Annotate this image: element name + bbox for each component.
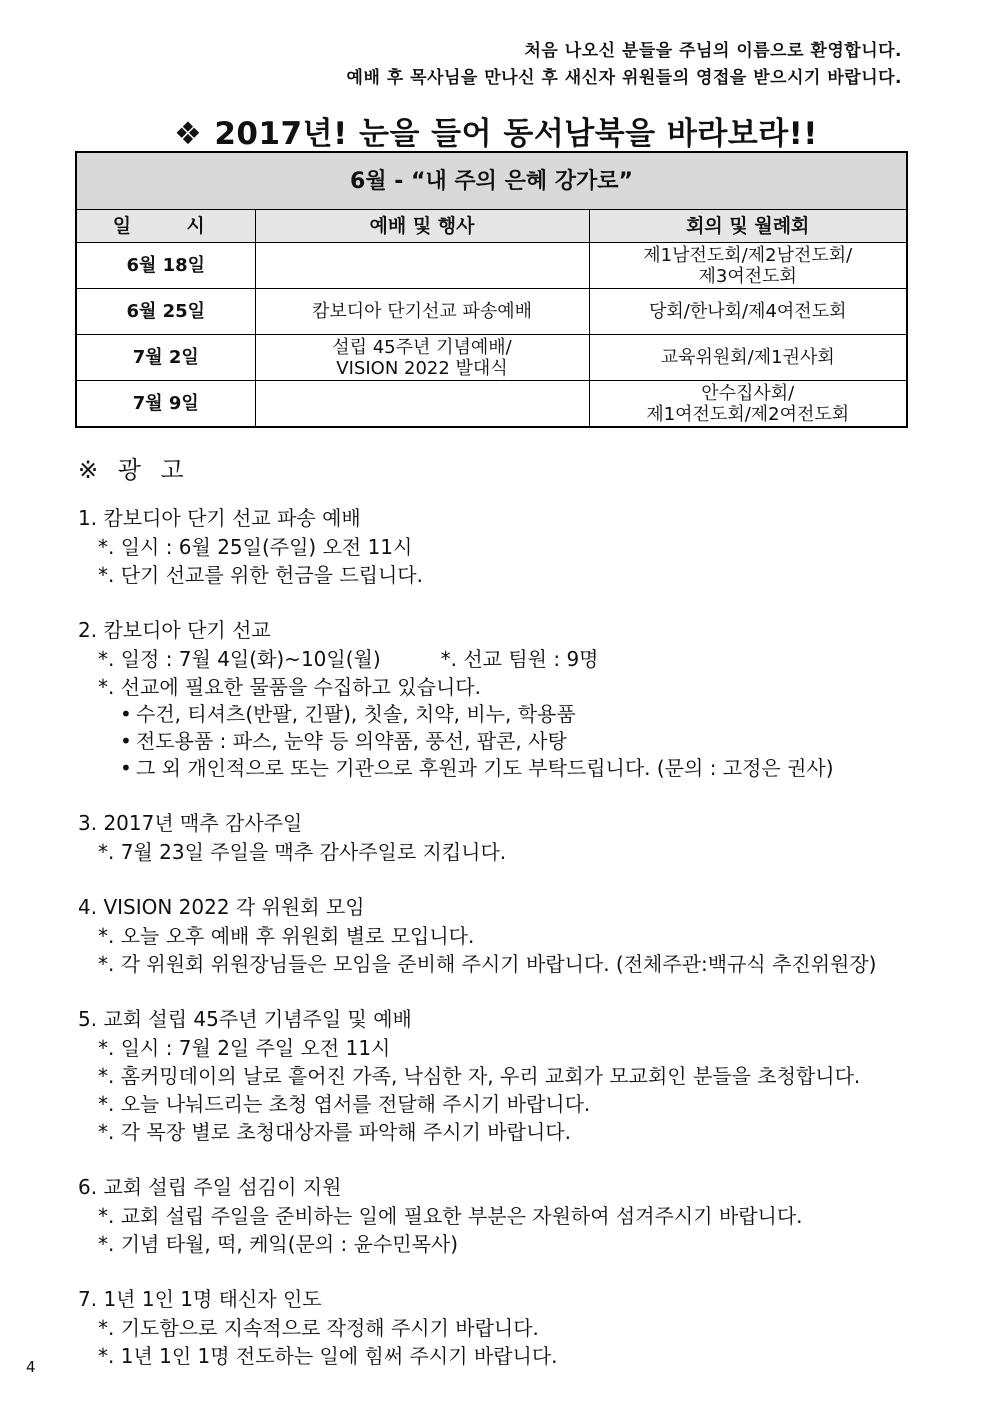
row-event	[255, 381, 589, 428]
announcement-line: *. 각 위원회 위원장님들은 모임을 준비해 주시기 바랍니다. (전체주관:백규식 추진위원장)	[98, 952, 877, 976]
announcements-list	[78, 504, 958, 1397]
page-title-text: 2017년! 눈을 들어 동서남북을 바라보라!!	[214, 116, 818, 152]
row-meeting: 제1남전도회/제2남전도회/ 제3여전도회	[589, 243, 907, 289]
row-meeting: 당회/한나회/제4여전도회	[589, 289, 907, 335]
announcement-title: 5. 교회 설립 45주년 기념주일 및 예배	[78, 1007, 412, 1031]
announcement-title: 7. 1년 1인 1명 태신자 인도	[78, 1287, 322, 1311]
supply-item: • 그 외 개인적으로 또는 기관으로 후원과 기도 부탁드립니다. (문의 : 고정은 권사)	[78, 755, 958, 782]
row-event	[255, 243, 589, 289]
table-row	[76, 289, 907, 335]
page-number: 4	[26, 1358, 36, 1376]
announcement-line	[78, 645, 958, 673]
welcome-line-1: 처음 나오신 분들을 주님의 이름으로 환영합니다.	[524, 41, 902, 61]
announcement-line: *. 7월 23일 주일을 맥추 감사주일로 지킵니다.	[98, 840, 507, 864]
announcement-line: *. 각 목장 별로 초청대상자를 파악해 주시기 바랍니다.	[98, 1120, 571, 1144]
mission-schedule: *. 일정 : 7월 4일(화)~10일(월)	[98, 647, 381, 671]
announcement-line: *. 일시 : 7월 2일 주일 오전 11시	[98, 1036, 391, 1060]
announcement-item	[78, 1285, 958, 1370]
announcement-line: *. 기념 타월, 떡, 케잌(문의 : 윤수민목사)	[98, 1232, 459, 1256]
table-row	[76, 381, 907, 428]
announcement-line: *. 단기 선교를 위한 헌금을 드립니다.	[98, 563, 423, 587]
announcement-item	[78, 809, 958, 866]
row-date: 7월 2일	[76, 335, 255, 381]
announcement-title: 4. VISION 2022 각 위원회 모임	[78, 895, 365, 919]
announcement-item	[78, 1005, 958, 1146]
announcement-title: 3. 2017년 맥추 감사주일	[78, 811, 303, 835]
announcement-line: *. 선교에 필요한 물품을 수집하고 있습니다.	[98, 675, 481, 699]
row-meeting: 안수집사회/ 제1여전도회/제2여전도회	[589, 381, 907, 428]
announcement-line: *. 일시 : 6월 25일(주일) 오전 11시	[98, 535, 413, 559]
announcement-line: *. 오늘 나눠드리는 초청 엽서를 전달해 주시기 바랍니다.	[98, 1092, 591, 1116]
announcement-item	[78, 1173, 958, 1258]
announcement-item	[78, 616, 958, 782]
column-header-event: 예배 및 행사	[255, 210, 589, 243]
schedule-table	[75, 151, 908, 428]
page-title	[0, 108, 992, 153]
announcement-item	[78, 893, 958, 978]
announcement-title: 2. 캄보디아 단기 선교	[78, 618, 271, 642]
welcome-line-2: 예배 후 목사님을 만나신 후 새신자 위원들의 영접을 받으시기 바랍니다.	[346, 68, 902, 88]
mission-team-size: *. 선교 팀원 : 9명	[440, 647, 599, 671]
supply-item: • 수건, 티셔츠(반팔, 긴팔), 칫솔, 치약, 비누, 학용품	[78, 701, 958, 728]
column-header-date: 일 시	[76, 210, 255, 243]
table-row	[76, 335, 907, 381]
table-row	[76, 243, 907, 289]
announcements-heading: ※ 광 고	[78, 456, 190, 484]
row-date: 6월 18일	[76, 243, 255, 289]
row-date: 6월 25일	[76, 289, 255, 335]
row-meeting: 교육위원회/제1권사회	[589, 335, 907, 381]
announcement-title: 1. 캄보디아 단기 선교 파송 예배	[78, 506, 361, 530]
row-event: 캄보디아 단기선교 파송예배	[255, 289, 589, 335]
welcome-message	[347, 38, 902, 92]
row-event: 설립 45주년 기념예배/ VISION 2022 발대식	[255, 335, 589, 381]
announcement-line: *. 기도함으로 지속적으로 작정해 주시기 바랍니다.	[98, 1316, 539, 1340]
column-header-meeting: 회의 및 월례회	[589, 210, 907, 243]
diamond-icon: ❖	[174, 116, 203, 152]
announcement-item	[78, 504, 958, 589]
announcement-line: *. 1년 1인 1명 전도하는 일에 힘써 주시기 바랍니다.	[98, 1344, 558, 1368]
row-date: 7월 9일	[76, 381, 255, 428]
announcement-line: *. 홈커밍데이의 날로 흩어진 가족, 낙심한 자, 우리 교회가 모교회인 분들을 초청합니다.	[98, 1064, 861, 1088]
announcement-line: *. 교회 설립 주일을 준비하는 일에 필요한 부분은 자원하여 섬겨주시기 바랍니다.	[98, 1204, 803, 1228]
announcement-line: *. 오늘 오후 예배 후 위원회 별로 모입니다.	[98, 924, 475, 948]
month-theme-header: 6월 - “내 주의 은혜 강가로”	[76, 152, 907, 210]
supply-item: • 전도용품 : 파스, 눈약 등 의약품, 풍선, 팝콘, 사탕	[78, 728, 958, 755]
announcement-title: 6. 교회 설립 주일 섬김이 지원	[78, 1175, 342, 1199]
